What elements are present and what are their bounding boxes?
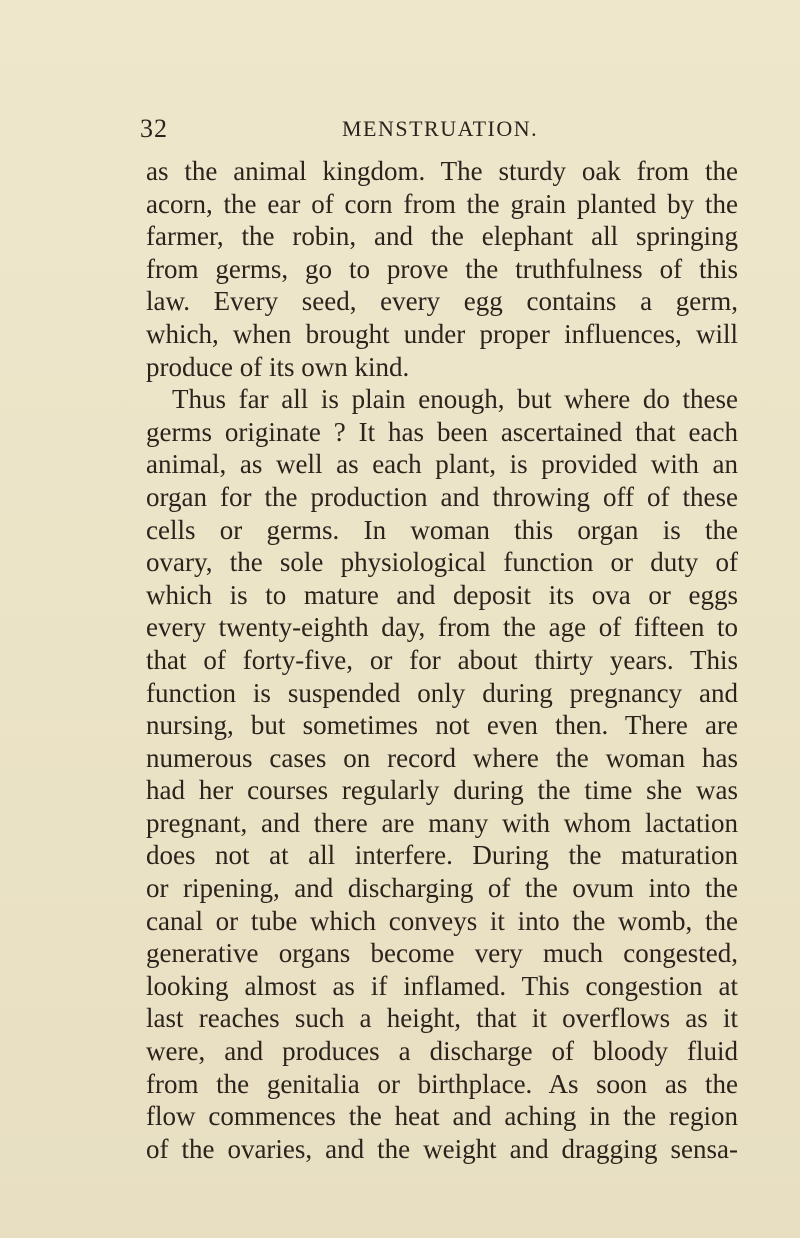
text-line: Thus far all is plain enough, but where do these xyxy=(172,384,738,415)
text-line: every twenty-eighth day, from the age of fifteen to xyxy=(146,612,738,643)
text-line: germs originate ? It has been ascertained that each xyxy=(146,416,738,447)
text-line: were, and produces a discharge of bloody fluid xyxy=(146,1036,738,1067)
text-line: ovary, the sole physiological function or duty of xyxy=(146,547,738,578)
page-header xyxy=(140,114,740,144)
text-line: animal, as well as each plant, is provided with an xyxy=(146,449,738,480)
text-line: had her courses regularly during the time she was xyxy=(146,775,738,806)
text-line: which is to mature and deposit its ova or eggs xyxy=(146,579,738,610)
text-line: cells or germs. In woman this organ is the xyxy=(146,514,738,545)
text-line: canal or tube which conveys it into the womb, the xyxy=(146,905,738,936)
text-line: from germs, go to prove the truthfulness of this xyxy=(146,253,738,284)
page-number: 32 xyxy=(140,114,168,143)
running-head: MENSTRUATION. xyxy=(342,116,539,141)
body-text xyxy=(146,155,738,1165)
text-line: pregnant, and there are many with whom lactation xyxy=(146,807,738,838)
text-line: produce of its own kind. xyxy=(146,351,410,382)
text-line: organ for the production and throwing off of these xyxy=(146,481,738,512)
text-line: numerous cases on record where the woman has xyxy=(146,742,738,773)
text-line: looking almost as if inflamed. This congestion at xyxy=(146,970,738,1001)
text-line: last reaches such a height, that it overflows as it xyxy=(146,1003,738,1034)
text-line: acorn, the ear of corn from the grain planted by the xyxy=(146,188,738,219)
text-line: or ripening, and discharging of the ovum into the xyxy=(146,873,738,904)
text-line: that of forty-five, or for about thirty years. This xyxy=(146,644,738,675)
text-line: farmer, the robin, and the elephant all springing xyxy=(146,221,738,252)
text-line: as the animal kingdom. The sturdy oak from the xyxy=(146,156,738,186)
text-line: law. Every seed, every egg contains a germ, xyxy=(146,286,738,317)
text-line: generative organs become very much congested, xyxy=(146,938,738,969)
text-line: function is suspended only during pregnancy and xyxy=(146,677,738,708)
text-line: does not at all interfere. During the maturation xyxy=(146,840,738,871)
text-line: nursing, but sometimes not even then. There are xyxy=(146,710,738,741)
text-line: which, when brought under proper influences, will xyxy=(146,318,738,349)
text-line: from the genitalia or birthplace. As soon as the xyxy=(146,1068,738,1099)
text-line: flow commences the heat and aching in the region xyxy=(146,1101,738,1132)
text-line: of the ovaries, and the weight and dragging sensa- xyxy=(146,1133,738,1164)
